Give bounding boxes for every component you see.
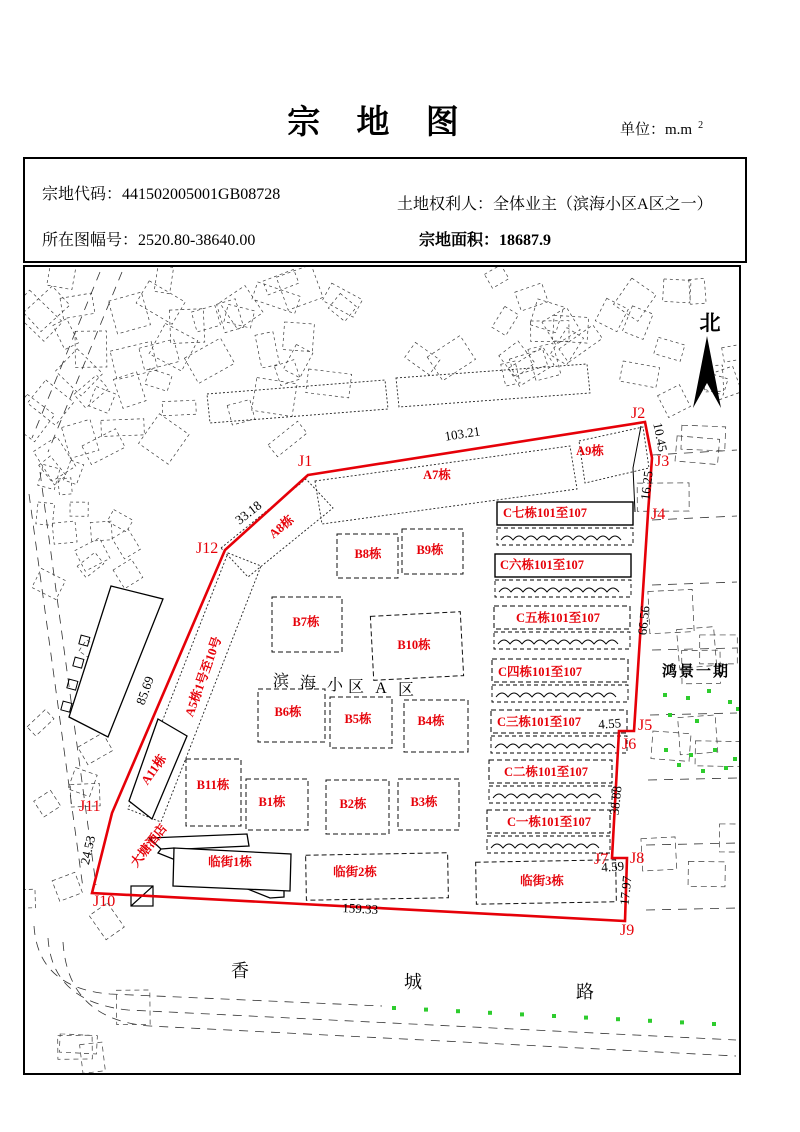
vegetation-dot <box>520 1012 524 1016</box>
road-line <box>48 938 736 1040</box>
edge-length-label: 38.88 <box>606 785 625 816</box>
background-texture <box>62 419 99 458</box>
building-label: C四栋101至107 <box>497 665 583 679</box>
edge-length-label: 4.55 <box>597 715 622 732</box>
background-texture <box>508 347 554 387</box>
parcel-code-value: 441502005001GB08728 <box>122 186 281 203</box>
edge-length-label: 24.53 <box>77 834 99 866</box>
vertex-label-J8: J8 <box>630 850 645 867</box>
background-texture <box>515 283 548 311</box>
background-texture <box>542 307 580 344</box>
community-name-char: 海 <box>299 675 317 692</box>
parcel-area-value: 18687.9 <box>499 232 552 249</box>
vegetation-dot <box>677 763 681 767</box>
balcony-line <box>491 844 599 848</box>
edge-length-label: 17.97 <box>616 875 635 906</box>
building-label: B5栋 <box>344 712 372 726</box>
building-label: A9栋 <box>576 444 604 458</box>
background-texture <box>70 502 88 516</box>
vertex-label-J11: J11 <box>79 798 101 815</box>
vegetation-dot <box>707 689 711 693</box>
building-label: A5栋1号至10号 <box>182 634 225 719</box>
community-name-char: A <box>375 680 387 697</box>
building-label: A8栋 <box>266 512 297 542</box>
map-sheet-label: 所在图幅号： <box>42 232 139 249</box>
background-texture <box>58 1035 93 1059</box>
building-outline <box>306 853 449 900</box>
background-texture <box>52 521 77 544</box>
edge-length-label: 66.56 <box>634 605 653 636</box>
background-texture <box>25 889 35 908</box>
map-sheet <box>42 227 255 250</box>
road-line <box>34 926 382 1006</box>
background-texture <box>509 349 547 376</box>
edge-length-label: 16.25 <box>637 470 656 501</box>
rights-holder <box>397 191 713 214</box>
map-frame <box>23 265 741 1075</box>
background-texture <box>499 341 535 378</box>
background-texture <box>501 361 520 386</box>
vertex-label-J12: J12 <box>196 540 219 557</box>
road-line <box>32 272 100 438</box>
parcel-code-label: 宗地代码： <box>42 186 123 203</box>
balcony-line <box>496 693 616 697</box>
road-name-char: 城 <box>404 972 422 992</box>
north-arrow-icon <box>693 336 721 408</box>
vegetation-dot <box>456 1009 460 1013</box>
vegetation-dot <box>713 748 717 752</box>
balcony-line <box>498 640 618 644</box>
road-name-char: 路 <box>576 982 594 1002</box>
vertex-label-J10: J10 <box>93 893 116 910</box>
background-texture <box>322 283 362 317</box>
road-line <box>652 582 737 585</box>
background-texture <box>306 369 352 398</box>
community-name-char: 小 <box>326 677 344 694</box>
building-label: B4栋 <box>417 714 445 728</box>
edge-length-label: 10.45 <box>650 421 671 453</box>
background-texture <box>654 337 685 361</box>
background-texture <box>719 824 739 852</box>
building-label: A7栋 <box>423 468 451 482</box>
background-texture <box>39 456 66 485</box>
building-label: 临街1栋 <box>208 855 252 869</box>
building-label: C六栋101至107 <box>499 558 585 572</box>
background-texture <box>641 837 677 871</box>
background-texture <box>110 341 158 379</box>
building-label: B3栋 <box>410 795 438 809</box>
building-outline <box>207 380 388 423</box>
map-sheet-value: 2520.80-38640.00 <box>138 232 256 249</box>
background-texture <box>663 279 691 303</box>
building-label: C三栋101至107 <box>496 715 582 729</box>
background-texture <box>169 309 204 344</box>
vertex-label-J9: J9 <box>620 922 635 939</box>
background-texture <box>688 861 725 886</box>
background-texture <box>722 344 739 362</box>
parcel-map <box>25 267 739 1073</box>
vegetation-dot <box>686 696 690 700</box>
vegetation-dot <box>648 1019 652 1023</box>
vertex-label-J2: J2 <box>631 405 646 422</box>
road-line <box>29 494 83 888</box>
background-texture <box>139 339 180 370</box>
parcel-area <box>419 227 551 250</box>
background-texture <box>74 375 108 408</box>
vegetation-dot <box>616 1017 620 1021</box>
background-texture <box>283 322 315 352</box>
building-label: 大塘酒店 <box>127 821 170 870</box>
background-texture <box>550 328 584 365</box>
vegetation-dot <box>680 1020 684 1024</box>
background-texture <box>613 278 656 321</box>
background-texture <box>58 478 72 495</box>
building-outline <box>186 759 241 826</box>
background-texture <box>68 768 97 797</box>
community-name-char: 区 <box>347 679 365 696</box>
building-label: C一栋101至107 <box>506 815 592 829</box>
vegetation-dot <box>488 1011 492 1015</box>
vegetation-dot <box>668 713 672 717</box>
background-texture <box>101 419 145 437</box>
background-texture <box>32 568 66 599</box>
road-name-char: 香 <box>231 961 249 981</box>
building-outline <box>396 364 590 407</box>
balcony-line <box>495 744 615 748</box>
building-label: B8栋 <box>354 547 382 561</box>
community-name-char: 滨 <box>272 673 290 690</box>
unit-label <box>620 118 703 139</box>
background-texture <box>651 731 691 761</box>
building-label: B9栋 <box>416 543 444 557</box>
building-label: B10栋 <box>397 638 431 652</box>
background-texture <box>274 360 300 386</box>
background-texture <box>89 386 116 413</box>
background-texture <box>34 790 61 817</box>
vegetation-dot <box>392 1006 396 1010</box>
background-texture <box>528 343 561 381</box>
background-texture <box>136 281 185 324</box>
unit-exponent: 2 <box>698 120 704 131</box>
background-texture <box>648 589 694 633</box>
background-texture <box>90 521 112 541</box>
background-texture <box>700 635 738 664</box>
background-texture <box>217 299 244 333</box>
background-texture <box>677 627 717 669</box>
road-line <box>63 942 736 1056</box>
background-texture <box>283 344 312 377</box>
building-label: B2栋 <box>339 797 367 811</box>
road-line <box>650 713 737 715</box>
background-texture <box>328 293 356 321</box>
edge-length-label: 4.59 <box>600 858 625 875</box>
background-texture <box>530 299 564 333</box>
building-outline <box>73 657 84 668</box>
vertex-label-J4: J4 <box>651 506 666 523</box>
vegetation-dot <box>728 700 732 704</box>
background-texture <box>59 1034 97 1054</box>
background-texture <box>25 286 70 331</box>
background-texture <box>484 267 509 288</box>
building-label: C五栋101至107 <box>515 611 601 625</box>
background-texture <box>162 400 196 416</box>
edge-length-label: 33.18 <box>232 497 265 528</box>
building-outline <box>61 701 72 712</box>
balcony-line <box>493 794 601 798</box>
building-label: A11栋 <box>138 752 170 788</box>
background-texture <box>695 741 739 767</box>
vegetation-dot <box>664 748 668 752</box>
rights-holder-label: 土地权利人： <box>397 196 494 213</box>
road-line <box>646 843 737 845</box>
north-label: 北 <box>699 311 721 335</box>
info-box <box>23 157 747 263</box>
building-label: 临街3栋 <box>520 874 564 888</box>
background-texture <box>427 336 475 381</box>
building-label: 临街2栋 <box>333 865 377 879</box>
background-texture <box>60 293 95 319</box>
background-texture <box>276 267 323 310</box>
background-texture <box>108 292 150 334</box>
vegetation-dot <box>424 1008 428 1012</box>
edge-length-label: 103.21 <box>443 423 482 444</box>
unit-text: 单位：m.m <box>620 122 693 138</box>
background-texture <box>255 332 280 368</box>
background-texture <box>27 710 54 736</box>
background-texture <box>559 325 602 362</box>
vegetation-dot <box>733 757 737 761</box>
background-texture <box>149 323 198 371</box>
vegetation-dot <box>689 753 693 757</box>
background-texture <box>25 394 55 441</box>
background-texture <box>492 306 519 335</box>
background-texture <box>619 361 659 388</box>
vegetation-dot <box>736 707 739 711</box>
background-texture <box>622 306 653 340</box>
building-label: B6栋 <box>274 705 302 719</box>
background-texture <box>33 437 75 482</box>
vegetation-dot <box>663 693 667 697</box>
building-label: B7栋 <box>292 615 320 629</box>
building-label: C七栋101至107 <box>502 506 588 520</box>
background-texture <box>268 421 307 457</box>
vertex-label-J3: J3 <box>655 453 670 470</box>
background-texture <box>52 872 82 901</box>
vegetation-dot <box>552 1014 556 1018</box>
edge-length-label: 85.69 <box>132 674 157 707</box>
background-texture <box>82 429 125 465</box>
road-line <box>652 648 737 650</box>
vertex-label-J6: J6 <box>622 736 637 753</box>
background-texture <box>595 298 628 331</box>
vegetation-dot <box>701 769 705 773</box>
background-texture <box>27 380 73 425</box>
background-texture <box>139 414 190 465</box>
background-texture <box>47 267 76 290</box>
page-title: 宗 地 图 <box>287 105 473 141</box>
road-line <box>648 778 737 780</box>
vegetation-dot <box>584 1016 588 1020</box>
background-texture <box>405 342 440 374</box>
background-texture <box>252 282 301 314</box>
background-texture <box>263 269 299 295</box>
vertex-label-J5: J5 <box>638 717 653 734</box>
background-texture <box>107 510 133 532</box>
background-texture <box>184 338 234 383</box>
background-texture <box>64 460 84 485</box>
parcel-code <box>42 181 280 204</box>
background-texture <box>78 733 113 765</box>
background-texture <box>77 552 104 577</box>
background-texture <box>113 559 143 589</box>
background-texture <box>113 372 146 408</box>
vegetation-dot <box>724 766 728 770</box>
background-texture <box>36 502 55 525</box>
neighbor-name: 鸿景一期 <box>662 664 731 680</box>
road-line <box>646 908 737 910</box>
road-line <box>48 272 122 452</box>
background-texture <box>112 529 140 559</box>
background-texture <box>658 385 691 418</box>
background-texture <box>25 290 63 341</box>
parcel-area-label: 宗地面积： <box>419 232 500 249</box>
background-texture <box>252 378 297 417</box>
background-texture <box>689 278 706 304</box>
balcony-line <box>501 536 621 540</box>
background-texture <box>154 267 173 294</box>
edge-length-label: 159.33 <box>341 900 379 917</box>
background-texture <box>56 349 103 396</box>
vegetation-dot <box>695 719 699 723</box>
community-name-char: 区 <box>397 682 415 699</box>
rights-holder-value: 全体业主（滨海小区A区之一） <box>493 196 713 213</box>
building-label: C二栋101至107 <box>503 765 589 779</box>
vertex-label-J7: J7 <box>594 851 609 868</box>
balcony-line <box>499 588 619 592</box>
building-label: B11栋 <box>196 778 230 792</box>
building-label: B1栋 <box>258 795 286 809</box>
vegetation-dot <box>712 1022 716 1026</box>
vertex-label-J1: J1 <box>298 453 313 470</box>
